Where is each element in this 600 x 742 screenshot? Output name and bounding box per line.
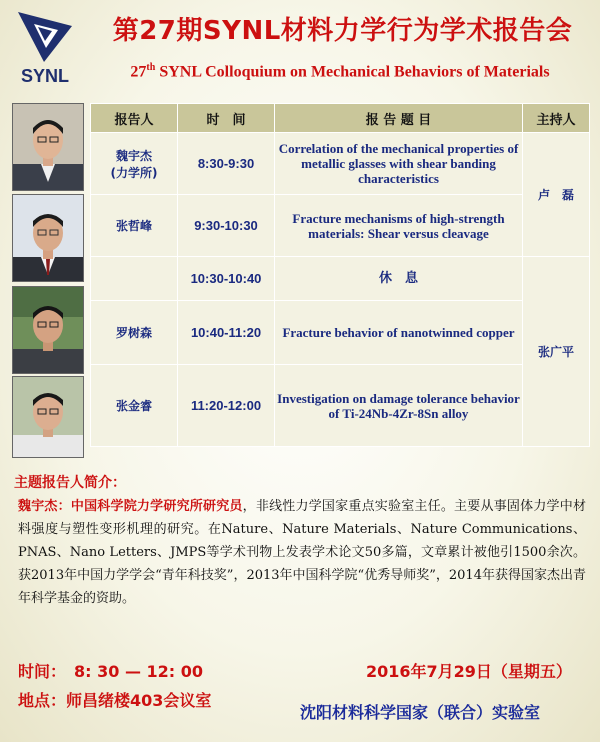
time-slot: 10:40-11:20: [178, 301, 275, 365]
speaker-name: [91, 257, 178, 301]
organizer: 沈阳材料科学国家（联合）实验室: [300, 703, 541, 722]
table-row: [91, 133, 590, 195]
talk-title: Investigation on damage tolerance behavior of Ti-24Nb-4Zr-8Sn alloy: [275, 365, 523, 447]
host-name: 张广平: [523, 257, 590, 447]
bio-text: ，非线性力学国家重点实验室主任。主要从事固体力学中材料强度与塑性变形机理的研究。在Nature、Nature Materials、Nature Communications、PNAS、Nano Letters、JMPS等学术刊物上发表学术论文50多篇，文章累计被他引1500余次。获2013年中国力学学会“青年科技奖”，2013年中国科学院“优秀导师奖”，2014年获得国家杰出青年科学基金的资助。: [18, 499, 586, 606]
event-place: [18, 688, 211, 711]
person-portrait-icon: [13, 104, 83, 190]
person-portrait-icon: [13, 195, 83, 281]
talk-title: Fracture behavior of nanotwinned copper: [275, 301, 523, 365]
speaker-name: 张哲峰: [91, 195, 178, 257]
title-en-text: SYNL Colloquium on Mechanical Behaviors of Materials: [155, 63, 550, 81]
time-slot: 10:30-10:40: [178, 257, 275, 301]
bio-lead: 魏宇杰：中国科学院力学研究所研究员: [18, 499, 243, 514]
table-row: [91, 257, 590, 301]
speaker-photo-2: [12, 194, 84, 282]
event-time: [18, 659, 203, 682]
person-portrait-icon: [13, 377, 83, 457]
table-row: [91, 195, 590, 257]
time-slot: 11:20-12:00: [178, 365, 275, 447]
speaker-photo-1: [12, 103, 84, 191]
page-title-english: [85, 62, 595, 81]
time-slot: 9:30-10:30: [178, 195, 275, 257]
break-label: 休 息: [275, 257, 523, 301]
time-value: 8: 30 — 12: 00: [74, 662, 204, 681]
speaker-name: 魏宇杰 (力学所): [91, 133, 178, 195]
speaker-photo-4: [12, 376, 84, 458]
speaker-name: 罗树森: [91, 301, 178, 365]
page-title-chinese: 第27期SYNL材料力学行为学术报告会: [112, 16, 573, 46]
synl-logo-mark-icon: [14, 8, 76, 64]
time-slot: 8:30-9:30: [178, 133, 275, 195]
title-en-superscript: th: [146, 62, 156, 73]
title-en-number: 27: [130, 63, 147, 81]
table-header-row: [91, 104, 590, 133]
event-date: 2016年7月29日（星期五）: [366, 662, 572, 681]
column-header-topic: 报 告 题 目: [275, 104, 523, 133]
speaker-name: 张金睿: [91, 365, 178, 447]
table-row: [91, 365, 590, 447]
synl-logo: [6, 8, 86, 88]
person-portrait-icon: [13, 287, 83, 373]
column-header-time: 时 间: [178, 104, 275, 133]
bio-heading: 主题报告人简介：: [14, 475, 126, 491]
host-name: 卢 磊: [523, 133, 590, 257]
talk-title: Correlation of the mechanical properties of metallic glasses with shear banding characteristics: [275, 133, 523, 195]
time-label: 时间：: [18, 662, 67, 681]
table-row: [91, 301, 590, 365]
speaker-photo-3: [12, 286, 84, 374]
logo-text: SYNL: [20, 66, 69, 86]
talk-title: Fracture mechanisms of high-strength materials: Shear versus cleavage: [275, 195, 523, 257]
schedule-table: [90, 103, 590, 447]
column-header-host: 主持人: [523, 104, 590, 133]
speaker-bio: [18, 495, 586, 610]
place-value: 师昌绪楼403会议室: [66, 691, 212, 710]
column-header-speaker: 报告人: [91, 104, 178, 133]
place-label: 地点：: [18, 691, 67, 710]
